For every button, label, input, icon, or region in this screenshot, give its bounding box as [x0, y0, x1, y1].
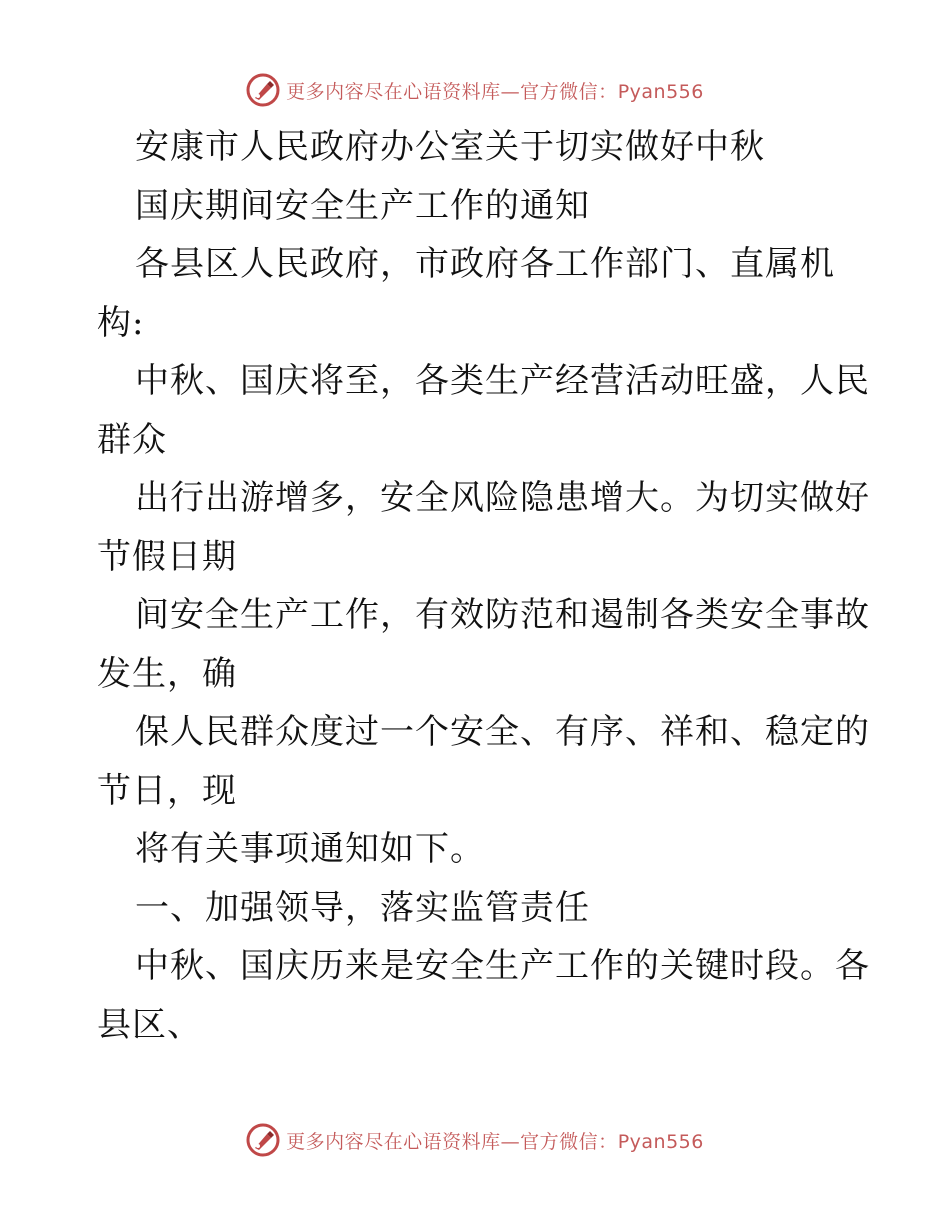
document-line: 群众 — [97, 419, 167, 460]
watermark-dash: — — [500, 80, 521, 103]
document-line: 节日，现 — [97, 770, 237, 811]
document-line: 中秋、国庆历来是安全生产工作的关键时段。各 — [135, 946, 870, 986]
watermark-label: 官方微信： — [520, 1130, 618, 1153]
watermark-dash: — — [500, 1130, 521, 1153]
document-line: 县区、 — [97, 1004, 202, 1045]
document-line: 发生，确 — [97, 653, 237, 694]
document-line: 各县区人民政府，市政府各工作部门、直属机 — [135, 244, 835, 284]
pen-logo-icon — [246, 1123, 280, 1157]
document-line: 间安全生产工作，有效防范和遏制各类安全事故 — [135, 595, 870, 635]
watermark-label: 官方微信： — [520, 80, 618, 103]
document-line: 构: — [97, 302, 145, 343]
document-body — [97, 118, 870, 1054]
document-line: 将有关事项通知如下。 — [135, 829, 485, 869]
pen-logo-icon — [246, 73, 280, 107]
footer-watermark — [0, 1120, 950, 1160]
document-line: 保人民群众度过一个安全、有序、祥和、稳定的 — [135, 712, 870, 752]
watermark-wechat-id: Pyan556 — [617, 80, 704, 103]
watermark-wechat-id: Pyan556 — [617, 1130, 704, 1153]
document-line: 一、加强领导，落实监管责任 — [135, 887, 590, 928]
document-line: 安康市人民政府办公室关于切实做好中秋 — [135, 127, 765, 167]
document-line: 节假日期 — [97, 536, 237, 577]
document-line: 中秋、国庆将至，各类生产经营活动旺盛，人民 — [135, 361, 870, 401]
watermark-prefix: 更多内容尽在心语资料库 — [286, 80, 501, 103]
watermark-prefix: 更多内容尽在心语资料库 — [286, 1130, 501, 1153]
document-line: 出行出游增多，安全风险隐患增大。为切实做好 — [135, 478, 870, 518]
document-line: 国庆期间安全生产工作的通知 — [135, 185, 590, 226]
header-watermark — [0, 70, 950, 110]
